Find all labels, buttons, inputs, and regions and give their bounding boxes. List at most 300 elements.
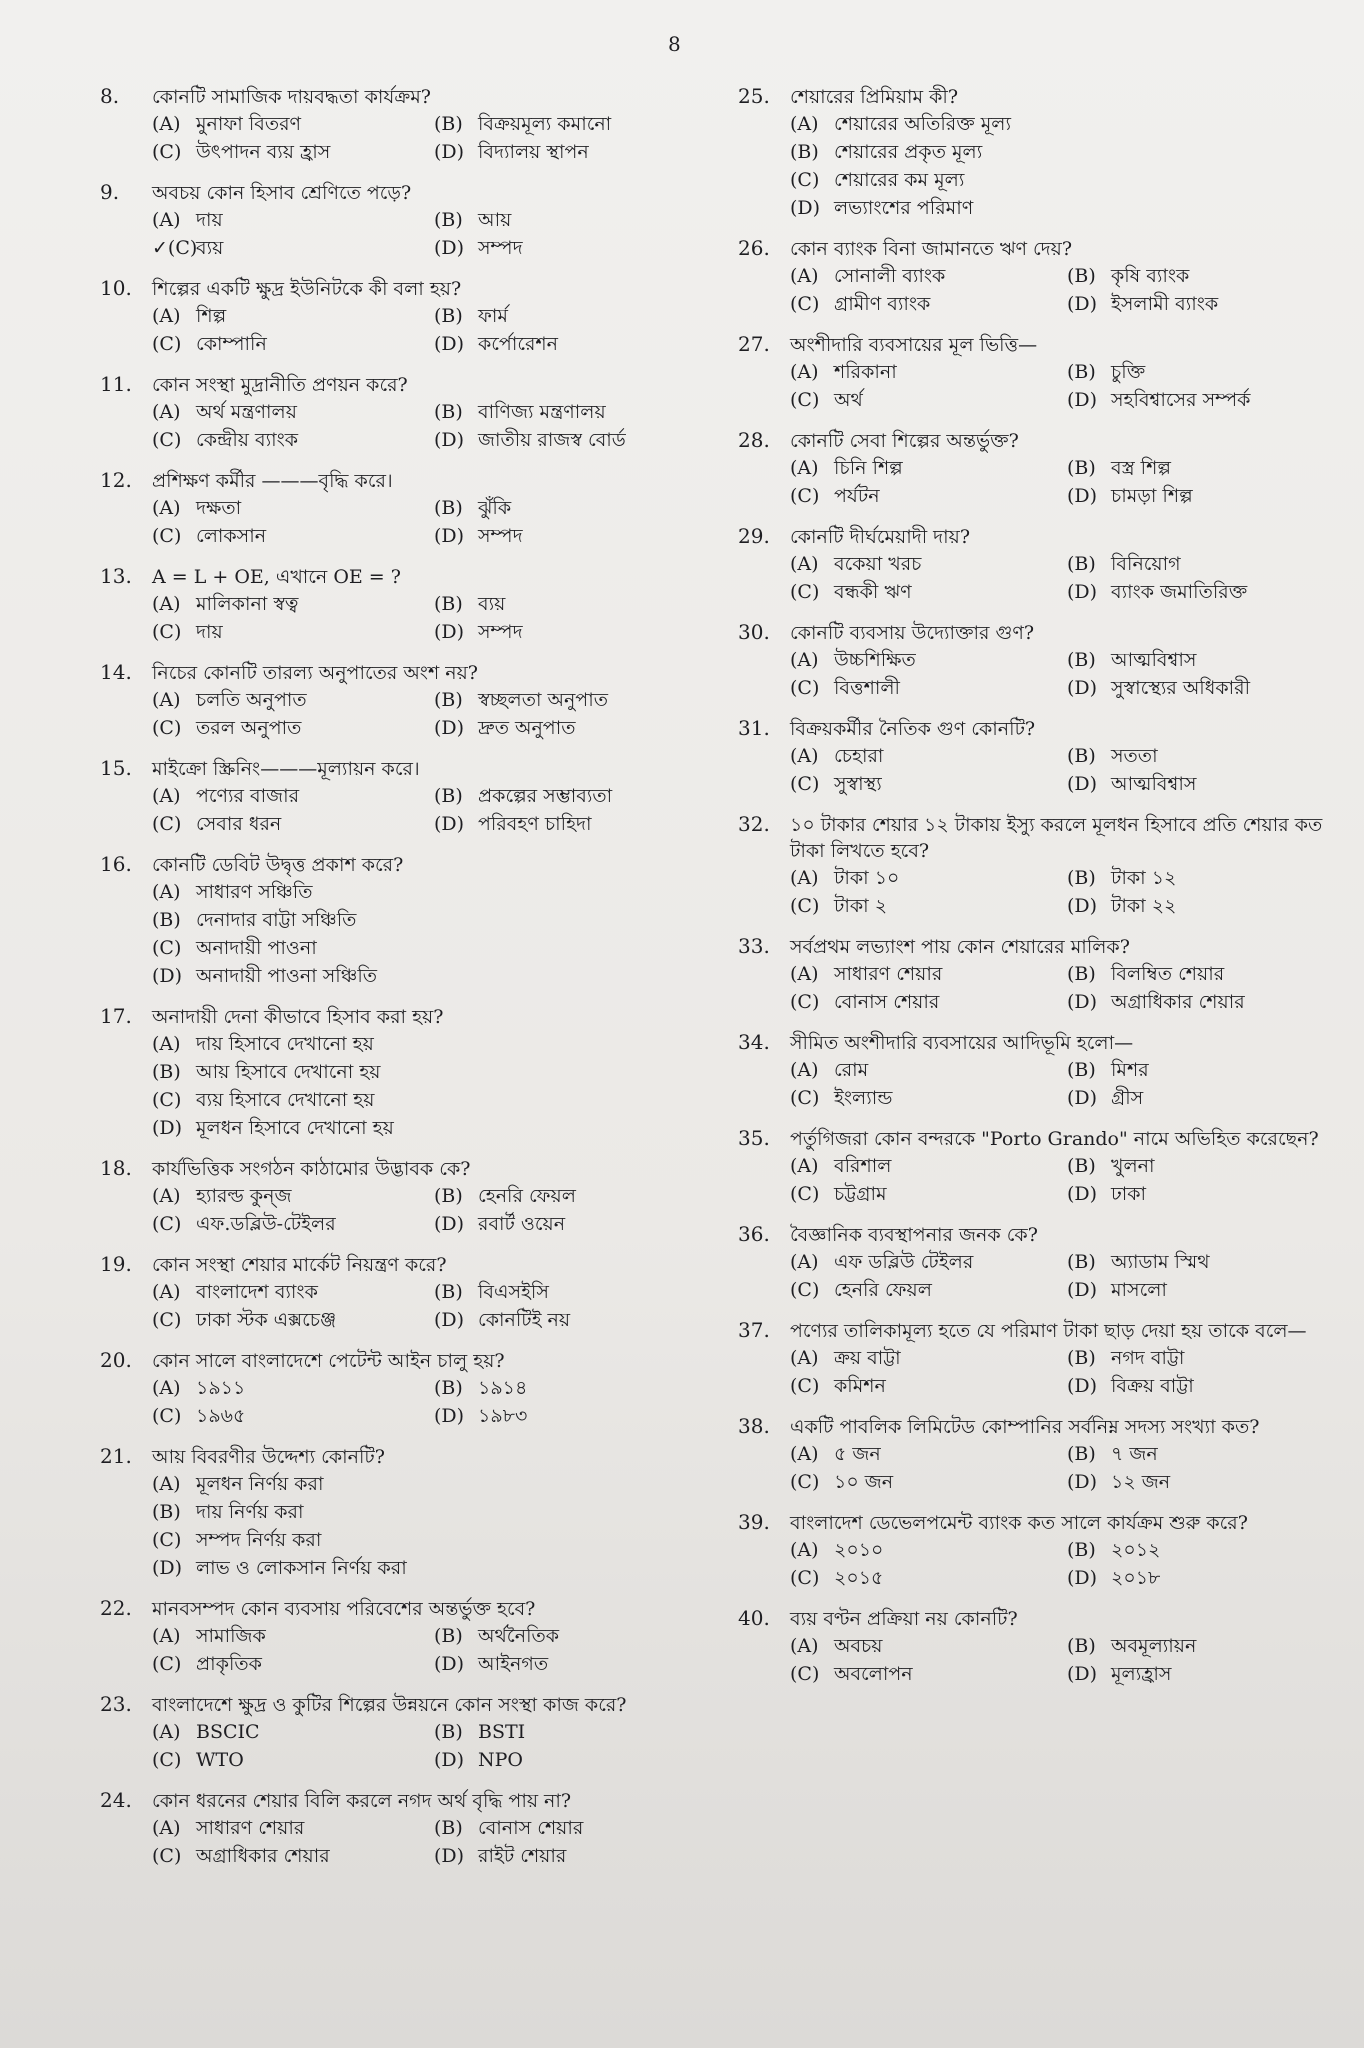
- option-label: (C): [152, 333, 182, 355]
- option-label: (B): [152, 909, 181, 931]
- option-label: (D): [1067, 1279, 1098, 1301]
- option-item: [1067, 1564, 1328, 1592]
- option-item: [790, 290, 1051, 318]
- option-item: [152, 206, 418, 234]
- question-text: পর্তুগিজরা কোন বন্দরকে "Porto Grando" নামে অভিহিত করেছেন?: [790, 1128, 1319, 1150]
- option-item: [152, 810, 418, 838]
- question-number: 22.: [100, 1596, 132, 1620]
- option-text: সততা: [1111, 745, 1158, 767]
- option-label: (C): [790, 169, 820, 191]
- question-text: কোনটি দীর্ঘমেয়াদী দায়?: [790, 526, 971, 548]
- option-text: হেনরি ফেয়ল: [834, 1279, 932, 1301]
- option-text: ১০ জন: [834, 1471, 894, 1493]
- question-text: অংশীদারি ব্যবসায়ের মূল ভিত্তি—: [790, 334, 1038, 356]
- option-item: [434, 234, 700, 262]
- option-item: [1067, 1180, 1328, 1208]
- option-item: [1067, 988, 1328, 1016]
- option-label: (C): [790, 1567, 820, 1589]
- question-text: কোনটি সামাজিক দায়বদ্ধতা কার্যক্রম?: [152, 86, 431, 108]
- option-text: গ্রামীণ ব্যাংক: [834, 293, 931, 315]
- option-list: [790, 550, 1328, 606]
- question-number: 8.: [100, 84, 120, 108]
- option-item: [790, 194, 1328, 222]
- option-text: বোনাস শেয়ার: [834, 991, 940, 1013]
- option-item: [1067, 1372, 1328, 1400]
- option-item: [152, 110, 418, 138]
- question-item: [738, 934, 1328, 1016]
- option-text: লভ্যাংশের পরিমাণ: [834, 197, 974, 219]
- question-text: পণ্যের তালিকামূল্য হতে যে পরিমাণ টাকা ছাড় দেয়া হয় তাকে বলে—: [790, 1320, 1307, 1342]
- option-label: (B): [1067, 1059, 1096, 1081]
- option-item: [790, 1440, 1051, 1468]
- option-label: (C): [790, 677, 820, 699]
- option-list: [152, 590, 700, 646]
- option-label: (D): [434, 717, 465, 739]
- option-item: [1067, 1084, 1328, 1112]
- option-item: [790, 1660, 1051, 1688]
- option-item: [152, 1718, 418, 1746]
- option-list: [790, 358, 1328, 414]
- option-label: (C): [790, 991, 820, 1013]
- option-item: [152, 522, 418, 550]
- option-item: [1067, 864, 1328, 892]
- option-label: (C): [152, 1405, 182, 1427]
- question-item: [738, 1030, 1328, 1112]
- option-item: [434, 1746, 700, 1774]
- option-text: অ্যাডাম স্মিথ: [1111, 1251, 1210, 1273]
- left-column: [100, 84, 700, 1884]
- question-number: 38.: [738, 1414, 770, 1438]
- question-item: [738, 1126, 1328, 1208]
- option-item: [790, 578, 1051, 606]
- question-item: [738, 1606, 1328, 1688]
- option-label: (B): [1067, 1539, 1096, 1561]
- question-text: কোন ব্যাংক বিনা জামানতে ঋণ দেয়?: [790, 238, 1073, 260]
- option-text: ইংল্যান্ড: [834, 1087, 893, 1109]
- option-label: (C): [790, 389, 820, 411]
- question-item: [738, 716, 1328, 798]
- option-item: [434, 1374, 700, 1402]
- option-text: দেনাদার বাট্টা সঞ্চিতি: [196, 909, 357, 931]
- option-item: [1067, 262, 1328, 290]
- option-label: (B): [1067, 867, 1096, 889]
- option-text: টাকা ১২: [1111, 867, 1177, 889]
- option-text: বরিশাল: [834, 1155, 892, 1177]
- option-label: (D): [1067, 991, 1098, 1013]
- option-label: (B): [434, 497, 463, 519]
- option-label: (D): [1067, 1183, 1098, 1205]
- option-label: (A): [790, 1635, 819, 1657]
- question-item: [100, 852, 700, 990]
- option-label: (C): [790, 293, 820, 315]
- option-item: [434, 782, 700, 810]
- option-item: [152, 302, 418, 330]
- option-item: [790, 1056, 1051, 1084]
- option-item: [434, 110, 700, 138]
- option-item: [1067, 1248, 1328, 1276]
- option-list: [152, 1718, 700, 1774]
- option-list: [152, 398, 700, 454]
- option-text: সাধারণ সঞ্চিতি: [196, 881, 313, 903]
- option-text: বিনিয়োগ: [1111, 553, 1181, 575]
- question-item: [100, 1692, 700, 1774]
- question-item: [100, 660, 700, 742]
- option-text: দায় নির্ণয় করা: [196, 1501, 304, 1523]
- option-label: (B): [1067, 1155, 1096, 1177]
- option-label: (C): [152, 1749, 182, 1771]
- question-text: বিক্রয়কর্মীর নৈতিক গুণ কোনটি?: [790, 718, 1036, 740]
- question-item: [100, 468, 700, 550]
- option-item: [152, 234, 418, 262]
- question-item: [738, 620, 1328, 702]
- question-item: [100, 1444, 700, 1582]
- option-label: (A): [152, 305, 181, 327]
- option-item: [790, 864, 1051, 892]
- option-label: (B): [1067, 1443, 1096, 1465]
- option-label: (A): [152, 785, 181, 807]
- option-label: (D): [434, 1309, 465, 1331]
- question-text: কোনটি সেবা শিল্পের অন্তর্ভুক্ত?: [790, 430, 1019, 452]
- question-text: শিল্পের একটি ক্ষুদ্র ইউনিটকে কী বলা হয়?: [152, 278, 462, 300]
- option-text: সম্পদ: [478, 237, 523, 259]
- question-item: [100, 756, 700, 838]
- option-text: সাধারণ শেয়ার: [196, 1817, 305, 1839]
- question-number: 29.: [738, 524, 770, 548]
- option-text: এফ ডব্লিউ টেইলর: [834, 1251, 974, 1273]
- option-text: ১৯৬৫: [196, 1405, 246, 1427]
- option-text: আত্মবিশ্বাস: [1111, 773, 1197, 795]
- question-number: 16.: [100, 852, 132, 876]
- option-item: [1067, 1468, 1328, 1496]
- option-list: [790, 1440, 1328, 1496]
- option-label: (A): [152, 1721, 181, 1743]
- option-item: [790, 770, 1051, 798]
- option-label: (C): [790, 485, 820, 507]
- option-label: (D): [152, 1557, 183, 1579]
- question-text: বাংলাদেশ ডেভেলপমেন্ট ব্যাংক কত সালে কার্যক্রম শুরু করে?: [790, 1512, 1248, 1534]
- option-label: (D): [1067, 1087, 1098, 1109]
- question-number: 20.: [100, 1348, 132, 1372]
- option-text: সম্পদ: [478, 525, 523, 547]
- option-text: আইনগত: [478, 1653, 549, 1675]
- option-item: [790, 892, 1051, 920]
- option-label: (C): [790, 1279, 820, 1301]
- option-list: [790, 646, 1328, 702]
- option-text: বস্ত্র শিল্প: [1111, 457, 1171, 479]
- question-text: প্রশিক্ষণ কর্মীর ———বৃদ্ধি করে।: [152, 470, 393, 492]
- question-item: [100, 1156, 700, 1238]
- question-item: [738, 524, 1328, 606]
- option-label: (B): [434, 689, 463, 711]
- question-text: মানবসম্পদ কোন ব্যবসায় পরিবেশের অন্তর্ভুক্ত হবে?: [152, 1598, 536, 1620]
- option-text: ঢাকা: [1111, 1183, 1147, 1205]
- option-label: (B): [1067, 457, 1096, 479]
- question-number: 13.: [100, 564, 132, 588]
- question-item: [738, 1414, 1328, 1496]
- question-item: [738, 428, 1328, 510]
- option-label: (C): [152, 717, 182, 739]
- option-text: অর্থনৈতিক: [478, 1625, 560, 1647]
- option-text: অবচয়: [834, 1635, 883, 1657]
- option-text: অবলোপন: [834, 1663, 913, 1685]
- option-text: লাভ ও লোকসান নির্ণয় করা: [196, 1557, 407, 1579]
- option-item: [434, 1622, 700, 1650]
- question-number: 19.: [100, 1252, 132, 1276]
- option-label: (C): [152, 1089, 182, 1111]
- option-item: [152, 878, 700, 906]
- option-item: [434, 1278, 700, 1306]
- option-item: [1067, 770, 1328, 798]
- option-label: (A): [152, 113, 181, 135]
- question-text: শেয়ারের প্রিমিয়াম কী?: [790, 86, 959, 108]
- option-item: [152, 934, 700, 962]
- option-label: (B): [1067, 745, 1096, 767]
- option-text: বাণিজ্য মন্ত্রণালয়: [478, 401, 606, 423]
- option-text: মূলধন নির্ণয় করা: [196, 1473, 324, 1495]
- question-item: [100, 372, 700, 454]
- option-text: শিল্প: [196, 305, 227, 327]
- question-number: 26.: [738, 236, 770, 260]
- option-text: পণ্যের বাজার: [196, 785, 300, 807]
- option-item: [790, 1084, 1051, 1112]
- option-text: বিক্রয় বাট্টা: [1111, 1375, 1194, 1397]
- option-item: [790, 358, 1051, 386]
- option-label: (D): [1067, 1567, 1098, 1589]
- option-label: (C): [790, 1183, 820, 1205]
- option-label: (C): [152, 1529, 182, 1551]
- option-text: কৃষি ব্যাংক: [1111, 265, 1190, 287]
- option-text: ১৯১১: [196, 1377, 246, 1399]
- option-text: কেন্দ্রীয় ব্যাংক: [196, 429, 299, 451]
- option-label: (B): [434, 209, 463, 231]
- option-label: (A): [152, 689, 181, 711]
- question-text: কোন সালে বাংলাদেশে পেটেন্ট আইন চালু হয়?: [152, 1350, 505, 1372]
- option-label: (C): [152, 1653, 182, 1675]
- option-label: (D): [1067, 581, 1098, 603]
- question-item: [738, 236, 1328, 318]
- option-text: সেবার ধরন: [196, 813, 282, 835]
- option-list: [790, 1056, 1328, 1112]
- option-item: [790, 1276, 1051, 1304]
- option-item: [152, 1306, 418, 1334]
- option-item: [1067, 1632, 1328, 1660]
- option-label: (B): [434, 785, 463, 807]
- option-label: (A): [152, 1281, 181, 1303]
- option-item: [152, 1814, 418, 1842]
- option-item: [434, 330, 700, 358]
- option-item: [152, 1526, 700, 1554]
- question-number: 14.: [100, 660, 132, 684]
- option-label: (A): [790, 553, 819, 575]
- option-item: [434, 686, 700, 714]
- option-item: [790, 166, 1328, 194]
- question-text: অনাদায়ী দেনা কীভাবে হিসাব করা হয়?: [152, 1006, 444, 1028]
- option-item: [790, 1248, 1051, 1276]
- option-text: ঝুঁকি: [478, 497, 512, 519]
- option-text: নগদ বাট্টা: [1111, 1347, 1185, 1369]
- option-label: (B): [434, 1817, 463, 1839]
- option-text: দায় হিসাবে দেখানো হয়: [196, 1033, 374, 1055]
- option-text: ১৯৮৩: [478, 1405, 528, 1427]
- option-label: (C): [790, 773, 820, 795]
- option-item: [790, 138, 1328, 166]
- option-item: [1067, 742, 1328, 770]
- option-text: ২০১০: [834, 1539, 884, 1561]
- option-item: [434, 1210, 700, 1238]
- option-item: [1067, 646, 1328, 674]
- option-list: [152, 1030, 700, 1142]
- option-label: (B): [1067, 265, 1096, 287]
- option-item: [434, 426, 700, 454]
- option-text: তরল অনুপাত: [196, 717, 302, 739]
- question-item: [100, 1348, 700, 1430]
- option-item: [1067, 674, 1328, 702]
- option-text: গ্রীস: [1111, 1087, 1144, 1109]
- option-list: [790, 110, 1328, 222]
- option-text: শরিকানা: [834, 361, 897, 383]
- option-label: (B): [434, 1721, 463, 1743]
- question-text: আয় বিবরণীর উদ্দেশ্য কোনটি?: [152, 1446, 385, 1468]
- option-text: BSCIC: [196, 1721, 260, 1743]
- option-label: (D): [1067, 773, 1098, 795]
- question-item: [100, 1252, 700, 1334]
- option-text: কর্পোরেশন: [478, 333, 559, 355]
- option-label: (A): [152, 497, 181, 519]
- option-text: ১২ জন: [1111, 1471, 1171, 1493]
- option-label: (D): [434, 1213, 465, 1235]
- option-item: [790, 482, 1051, 510]
- option-label: (D): [434, 237, 465, 259]
- question-number: 35.: [738, 1126, 770, 1150]
- option-item: [152, 494, 418, 522]
- option-label: (A): [790, 457, 819, 479]
- option-label: (A): [790, 1059, 819, 1081]
- option-item: [152, 962, 700, 990]
- page-number: 8: [668, 32, 681, 56]
- option-text: দ্রুত অনুপাত: [478, 717, 576, 739]
- option-text: ব্যয়: [478, 593, 506, 615]
- question-text: বৈজ্ঞানিক ব্যবস্থাপনার জনক কে?: [790, 1224, 1038, 1246]
- option-text: ২০১৫: [834, 1567, 884, 1589]
- option-item: [1067, 386, 1328, 414]
- option-item: [152, 618, 418, 646]
- option-list: [790, 1152, 1328, 1208]
- option-text: কমিশন: [834, 1375, 886, 1397]
- option-item: [1067, 892, 1328, 920]
- option-item: [790, 110, 1328, 138]
- option-text: অনাদায়ী পাওনা সঞ্চিতি: [196, 965, 378, 987]
- question-number: 32.: [738, 812, 770, 836]
- option-item: [1067, 1660, 1328, 1688]
- question-text: মাইক্রো স্ক্রিনিং———মূল্যায়ন করে।: [152, 758, 420, 780]
- option-text: ১৯১৪: [478, 1377, 528, 1399]
- option-text: টাকা ২: [834, 895, 888, 917]
- option-text: ব্যাংক জমাতিরিক্ত: [1111, 581, 1248, 603]
- option-label: (D): [434, 333, 465, 355]
- option-text: পরিবহণ চাহিদা: [478, 813, 592, 835]
- question-text: অবচয় কোন হিসাব শ্রেণিতে পড়ে?: [152, 182, 412, 204]
- option-item: [434, 522, 700, 550]
- option-item: [434, 398, 700, 426]
- option-text: জাতীয় রাজস্ব বোর্ড: [478, 429, 626, 451]
- option-text: দক্ষতা: [196, 497, 242, 519]
- option-text: কোনটিই নয়: [478, 1309, 571, 1331]
- option-text: সুস্বাস্থ্যের অধিকারী: [1111, 677, 1251, 699]
- option-list: [152, 1470, 700, 1582]
- question-number: 34.: [738, 1030, 770, 1054]
- option-label: (D): [434, 429, 465, 451]
- option-label: (A): [790, 1251, 819, 1273]
- option-text: অবমূল্যায়ন: [1111, 1635, 1197, 1657]
- option-label: (B): [1067, 963, 1096, 985]
- option-text: রোম: [834, 1059, 869, 1081]
- option-item: [434, 618, 700, 646]
- option-text: প্রকল্পের সম্ভাব্যতা: [478, 785, 613, 807]
- option-label: (C): [152, 141, 182, 163]
- option-text: চেহারা: [834, 745, 884, 767]
- option-label: (D): [1067, 389, 1098, 411]
- option-label: (B): [1067, 1635, 1096, 1657]
- option-item: [790, 988, 1051, 1016]
- option-item: [434, 1182, 700, 1210]
- option-label: (B): [434, 305, 463, 327]
- option-item: [152, 1374, 418, 1402]
- option-text: অগ্রাধিকার শেয়ার: [196, 1845, 330, 1867]
- option-item: [1067, 960, 1328, 988]
- option-label: (C): [152, 813, 182, 835]
- question-number: 15.: [100, 756, 132, 780]
- option-label: (C): [152, 937, 182, 959]
- option-text: বিক্রয়মূল্য কমানো: [478, 113, 612, 135]
- option-item: [152, 1182, 418, 1210]
- question-item: [100, 180, 700, 262]
- option-list: [790, 960, 1328, 1016]
- option-text: চুক্তি: [1111, 361, 1146, 383]
- option-text: সোনালী ব্যাংক: [834, 265, 946, 287]
- question-text: ব্যয় বণ্টন প্রক্রিয়া নয় কোনটি?: [790, 1608, 1018, 1630]
- option-text: ব্যয় হিসাবে দেখানো হয়: [196, 1089, 375, 1111]
- option-list: [790, 1632, 1328, 1688]
- question-text: সর্বপ্রথম লভ্যাংশ পায় কোন শেয়ারের মালিক?: [790, 936, 1130, 958]
- option-label: (D): [1067, 1471, 1098, 1493]
- question-number: 9.: [100, 180, 120, 204]
- option-text: সম্পদ নির্ণয় করা: [196, 1529, 322, 1551]
- option-list: [152, 1814, 700, 1870]
- option-text: বন্ধকী ঋণ: [834, 581, 912, 603]
- option-text: রবার্ট ওয়েন: [478, 1213, 566, 1235]
- option-item: [1067, 1276, 1328, 1304]
- option-text: WTO: [196, 1749, 244, 1771]
- option-text: হ্যারল্ড কুন্জ: [196, 1185, 292, 1207]
- option-text: সম্পদ: [478, 621, 523, 643]
- option-label: (D): [434, 813, 465, 835]
- option-label: (C): [790, 1471, 820, 1493]
- option-item: [790, 1152, 1051, 1180]
- option-text: এফ.ডব্লিউ-টেইলর: [196, 1213, 336, 1235]
- option-item: [434, 1814, 700, 1842]
- option-label: (A): [152, 401, 181, 423]
- question-text: ১০ টাকার শেয়ার ১২ টাকায় ইস্যু করলে মূলধন হিসাবে প্রতি শেয়ার কত টাকা লিখতে হবে?: [790, 814, 1323, 862]
- option-label: (D): [434, 1749, 465, 1771]
- question-number: 12.: [100, 468, 132, 492]
- option-item: [152, 1210, 418, 1238]
- option-label: (C): [790, 895, 820, 917]
- option-text: ৫ জন: [834, 1443, 881, 1465]
- option-item: [1067, 482, 1328, 510]
- option-item: [1067, 1440, 1328, 1468]
- option-text: শেয়ারের অতিরিক্ত মূল্য: [834, 113, 1011, 135]
- option-item: [1067, 550, 1328, 578]
